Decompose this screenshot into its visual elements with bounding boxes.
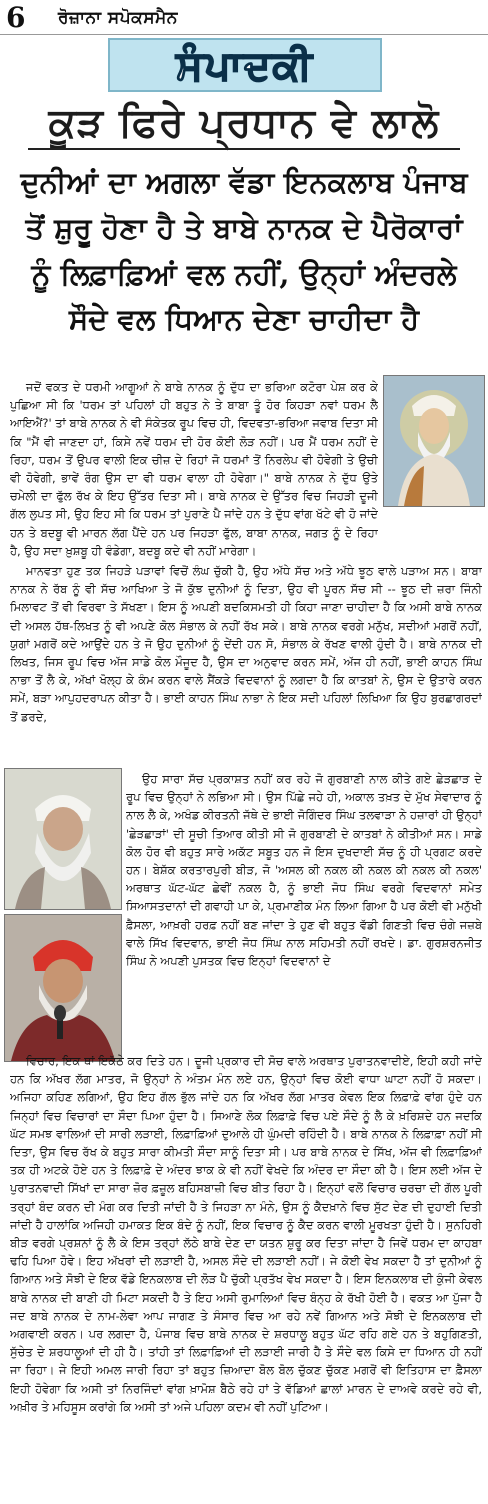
section-banner-label: ਸੰਪਾਦਕੀ bbox=[176, 41, 314, 89]
masthead bbox=[0, 0, 488, 35]
article-column-wide bbox=[10, 562, 482, 768]
subheadline: ਦੁਨੀਆਂ ਦਾ ਅਗਲਾ ਵੱਡਾ ਇਨਕਲਾਬ ਪੰਜਾਬ ਤੋਂ ਸ਼ੁਰੂ ਹੋਣਾ ਹੈ ਤੇ ਬਾਬੇ ਨਾਨਕ ਦੇ ਪੈਰੋਕਾਰਾਂ ਨੂੰ ਲਿਫ਼ਾਫ਼ਿਆਂ ਵਲ ਨਹੀਂ, ਉਨ੍ਹਾਂ ਅੰਦਰਲੇ ਸੌਦੇ ਵਲ ਧਿਆਨ ਦੇਣਾ ਚਾਹੀਦਾ ਹੈ bbox=[20, 165, 468, 337]
article-paragraph: ਉਹ ਸਾਰਾ ਸੱਚ ਪ੍ਰਕਾਸ਼ਤ ਨਹੀਂ ਕਰ ਰਹੇ ਜੋ ਗੁਰਬਾਣੀ ਨਾਲ ਕੀਤੇ ਗਏ ਛੇੜਛਾੜ ਦੇ ਰੂਪ ਵਿਚ ਉਨ੍ਹਾਂ ਨੇ ਲਭਿਆ ਸੀ। ਉਸ ਪਿੱਛੇ ਜਹੇ ਹੀ, ਅਕਾਲ ਤਖ਼ਤ ਦੇ ਮੁੱਖ ਸੇਵਾਦਾਰ ਨੂੰ ਨਾਲ ਲੈ ਕੇ, ਅਖੰਡ ਕੀਰਤਨੀ ਜੱਥੇ ਦੇ ਭਾਈ ਜੋਗਿੰਦਰ ਸਿੰਘ ਤਲਵਾੜਾ ਨੇ ਹਜ਼ਾਰਾਂ ਹੀ ਉਨ੍ਹਾਂ 'ਛੇੜਛਾੜਾਂ' ਦੀ ਸੂਚੀ ਤਿਆਰ ਕੀਤੀ ਸੀ ਜੋ ਗੁਰਬਾਣੀ ਦੇ ਕਾਤਬਾਂ ਨੇ ਕੀਤੀਆਂ ਸਨ। ਸਾਡੇ ਕੋਲ ਹੋਰ ਵੀ ਬਹੁਤ ਸਾਰੇ ਅਕੱਟ ਸਬੂਤ ਹਨ ਜੋ ਇਸ ਦੁਖਦਾਈ ਸੱਚ ਨੂੰ ਹੀ ਪ੍ਰਗਟ ਕਰਦੇ ਹਨ। ਬੇਸ਼ੱਕ ਕਰਤਾਰਪੁਰੀ ਬੀੜ, ਜੋ 'ਅਸਲ ਕੀ ਨਕਲ ਕੀ ਨਕਲ ਕੀ ਨਕਲ ਕੀ ਨਕਲ' ਅਰਥਾਤ ਘੱਟ-ਘੱਟ ਛੇਵੀਂ ਨਕਲ ਹੈ, ਨੂੰ ਭਾਈ ਜੋਧ ਸਿੰਘ ਵਰਗੇ ਵਿਦਵਾਨਾਂ ਸਮੇਤ ਸਿਆਸਤਦਾਨਾਂ ਦੀ ਗਵਾਹੀ ਪਾ ਕੇ, ਪ੍ਰਮਾਣੀਕ ਮੰਨ ਲਿਆ ਗਿਆ ਹੈ ਪਰ ਕੋਈ ਵੀ ਮਨੁੱਖੀ ਫ਼ੈਸਲਾ, ਆਖ਼ਰੀ ਹਰਫ਼ ਨਹੀਂ ਬਣ ਜਾਂਦਾ ਤੇ ਹੁਣ ਵੀ ਬਹੁਤ ਵੱਡੀ ਗਿਣਤੀ ਵਿਚ ਚੰਗੇ ਜਜ਼ਬੇ ਵਾਲੇ ਸਿੱਖ ਵਿਦਵਾਨ, ਭਾਈ ਜੋਧ ਸਿੰਘ ਨਾਲ ਸਹਿਮਤੀ ਨਹੀਂ ਰਖਦੇ। ਡਾ. ਗੁਰਸ਼ਰਨਜੀਤ ਸਿੰਘ ਨੇ ਅਪਣੀ ਪੁਸਤਕ ਵਿਚ ਇਨ੍ਹਾਂ ਵਿਦਵਾਨਾਂ ਦੇ bbox=[126, 772, 482, 969]
guru-portrait-image bbox=[383, 375, 485, 507]
article-paragraph: ਮਾਨਵਤਾ ਹੁਣ ਤਕ ਜਿਹੜੇ ਪੜਾਵਾਂ ਵਿਚੋਂ ਲੰਘ ਚੁੱਕੀ ਹੈ, ਉਹ ਅੱਧੇ ਸੱਚ ਅਤੇ ਅੱਧੇ ਝੂਠ ਵਾਲੇ ਪੜਾਅ ਸਨ। ਬਾਬਾ ਨਾਨਕ ਨੇ ਰੱਬ ਨੂੰ ਵੀ ਸੱਚ ਆਖਿਆ ਤੇ ਜੋ ਕੁੱਝ ਦੁਨੀਆਂ ਨੂੰ ਦਿਤਾ, ਉਹ ਵੀ ਪੂਰਨ ਸੱਚ ਸੀ -- ਝੂਠ ਦੀ ਜ਼ਰਾ ਜਿੰਨੀ ਮਿਲਾਵਟ ਤੋਂ ਵੀ ਵਿਰਵਾ ਤੇ ਸੱਖਣਾ। ਇਸ ਨੂੰ ਅਪਣੀ ਬਦਕਿਸਮਤੀ ਹੀ ਕਿਹਾ ਜਾਣਾ ਚਾਹੀਦਾ ਹੈ ਕਿ ਅਸੀ ਬਾਬੇ ਨਾਨਕ ਦੀ ਅਸਲ ਹੱਥ-ਲਿਖਤ ਨੂੰ ਵੀ ਅਪਣੇ ਕੋਲ ਸੰਭਾਲ ਕੇ ਨਹੀਂ ਰੱਖ ਸਕੇ। ਬਾਬੇ ਨਾਨਕ ਵਰਗੇ ਮਨੁੱਖ, ਸਦੀਆਂ ਮਗਰੋਂ ਨਹੀਂ, ਯੁਗਾਂ ਮਗਰੋਂ ਕਦੇ ਆਉਂਦੇ ਹਨ ਤੇ ਜੋ ਉਹ ਦੁਨੀਆਂ ਨੂੰ ਦੇਂਦੀ ਹਨ ਸੋ, ਸੰਭਾਲ ਕੇ ਰੱਖਣ ਵਾਲੀ ਹੁੰਦੀ ਹੈ। ਬਾਬੇ ਨਾਨਕ ਦੀ ਲਿਖਤ, ਜਿਸ ਰੂਪ ਵਿਚ ਅੱਜ ਸਾਡੇ ਕੋਲ ਮੌਜੂਦ ਹੈ, ਉਸ ਦਾ ਅਨੁਵਾਦ ਕਰਨ ਸਮੇਂ, ਅੱਜ ਹੀ ਨਹੀਂ, ਭਾਈ ਕਾਹਨ ਸਿੰਘ ਨਾਭਾ ਤੋਂ ਲੈ ਕੇ, ਅੱਖਾਂ ਖੋਲ੍ਹ ਕੇ ਕੰਮ ਕਰਨ ਵਾਲੇ ਸੈਂਕੜੇ ਵਿਦਵਾਨਾਂ ਨੂੰ ਲਗਦਾ ਹੈ ਕਿ ਕਾਤਬਾਂ ਨੇ, ਉਸ ਦੇ ਉਤਾਰੇ ਕਰਨ ਸਮੇਂ, ਬੜਾ ਆਪੁਹਦਰਾਪਨ ਕੀਤਾ ਹੈ। ਭਾਈ ਕਾਹਨ ਸਿੰਘ ਨਾਭਾ ਨੇ ਇਕ ਸਦੀ ਪਹਿਲਾਂ ਲਿਖਿਆ ਕਿ ਉਹ ਬੁਰਛਾਗਰਦਾਂ ਤੋਂ ਡਰਦੇ, bbox=[10, 564, 482, 724]
turbaned-speaker-portrait-image bbox=[4, 914, 122, 1062]
bearded-elder-portrait-image bbox=[4, 768, 122, 910]
headline: ਕੂੜ ਫਿਰੇ ਪ੍ਰਧਾਨ ਵੇ ਲਾਲੋ bbox=[48, 98, 440, 146]
article-column-bottom bbox=[10, 1052, 482, 1496]
page-number: 6 bbox=[6, 1, 26, 34]
article-paragraph: ਜਦੋਂ ਵਕਤ ਦੇ ਧਰਮੀ ਆਗੂਆਂ ਨੇ ਬਾਬੇ ਨਾਨਕ ਨੂੰ ਦੁੱਧ ਦਾ ਭਰਿਆ ਕਟੋਰਾ ਪੇਸ਼ ਕਰ ਕੇ ਪੁਛਿਆ ਸੀ ਕਿ 'ਧਰਮ ਤਾਂ ਪਹਿਲਾਂ ਹੀ ਬਹੁਤ ਨੇ ਤੇ ਬਾਬਾ ਤੂੰ ਹੋਰ ਕਿਹੜਾ ਨਵਾਂ ਧਰਮ ਲੈ ਆਇਐਂ?' ਤਾਂ ਬਾਬੇ ਨਾਨਕ ਨੇ ਵੀ ਸੰਕੇਤਕ ਰੂਪ ਵਿਚ ਹੀ, ਵਿਦਵਤਾ-ਭਰਿਆ ਜਵਾਬ ਦਿਤਾ ਸੀ ਕਿ "ਮੈਂ ਵੀ ਜਾਣਦਾ ਹਾਂ, ਕਿਸੇ ਨਵੇਂ ਧਰਮ ਦੀ ਹੋਰ ਕੋਈ ਲੋੜ ਨਹੀਂ। ਪਰ ਮੈਂ ਧਰਮ ਨਹੀਂ ਦੇ ਰਿਹਾ, ਧਰਮ ਤੋਂ ਉਪਰ ਵਾਲੀ ਇਕ ਚੀਜ਼ ਦੇ ਰਿਹਾਂ ਜੋ ਧਰਮਾਂ ਤੋਂ ਨਿਰਲੇਪ ਵੀ ਹੋਵੇਗੀ ਤੇ ਉਚੀ ਵੀ ਹੋਵੇਗੀ, ਭਾਵੇਂ ਰੰਗ ਉਸ ਦਾ ਵੀ ਧਰਮ ਵਾਲਾ ਹੀ ਹੋਵੇਗਾ।" ਬਾਬੇ ਨਾਨਕ ਨੇ ਦੁੱਧ ਉਤੇ ਚਮੇਲੀ ਦਾ ਫੁੱਲ ਰੱਖ ਕੇ ਇਹ ਉੱਤਰ ਦਿਤਾ ਸੀ। ਬਾਬੇ ਨਾਨਕ ਦੇ ਉੱਤਰ ਵਿਚ ਜਿਹੜੀ ਦੂਜੀ ਗੱਲ ਲੁਪਤ ਸੀ, ਉਹ ਇਹ ਸੀ ਕਿ ਧਰਮ ਤਾਂ ਪੁਰਾਣੇ ਪੈ ਜਾਂਦੇ ਹਨ ਤੇ ਦੁੱਧ ਵਾਂਗ ਖੱਟੇ ਵੀ ਹੋ ਜਾਂਦੇ ਹਨ ਤੇ ਬਦਬੂ ਵੀ ਮਾਰਨ ਲੱਗ ਪੈਂਦੇ ਹਨ ਪਰ ਜਿਹੜਾ ਫੁੱਲ, ਬਾਬਾ ਨਾਨਕ, ਜਗਤ ਨੂੰ ਦੇ ਰਿਹਾ ਹੈ, ਉਹ ਸਦਾ ਖ਼ੁਸ਼ਬੂ ਹੀ ਵੰਡੇਗਾ, ਬਦਬੂ ਕਦੇ ਵੀ ਨਹੀਂ ਮਾਰੇਗਾ। bbox=[10, 380, 378, 558]
article-column-intro bbox=[10, 378, 378, 560]
article-column-beside-photos bbox=[126, 770, 482, 1050]
article-paragraph: ਵਿਚਾਰ, ਇਕ ਥਾਂ ਇਕੱਠੇ ਕਰ ਦਿਤੇ ਹਨ। ਦੂਜੀ ਪ੍ਰਕਾਰ ਦੀ ਸੋਚ ਵਾਲੇ ਅਰਥਾਤ ਪੁਰਾਤਨਵਾਦੀਏ, ਇਹੀ ਕਹੀ ਜਾਂਦੇ ਹਨ ਕਿ ਅੱਖਰ ਲੱਗ ਮਾਤਰ, ਜੋ ਉਨ੍ਹਾਂ ਨੇ ਅੰਤਮ ਮੰਨ ਲਏ ਹਨ, ਉਨ੍ਹਾਂ ਵਿਚ ਕੋਈ ਵਾਧਾ ਘਾਟਾ ਨਹੀਂ ਹੋ ਸਕਦਾ। ਅਜਿਹਾ ਕਹਿਣ ਲਗਿਆਂ, ਉਹ ਇਹ ਗੱਲ ਭੁੱਲ ਜਾਂਦੇ ਹਨ ਕਿ ਅੱਖਰ ਲੱਗ ਮਾਤਰ ਕੇਵਲ ਇਕ ਲਿਫ਼ਾਫ਼ੇ ਵਾਂਗ ਹੁੰਦੇ ਹਨ ਜਿਨ੍ਹਾਂ ਵਿਚ ਵਿਚਾਰਾਂ ਦਾ ਸੌਦਾ ਪਿਆ ਹੁੰਦਾ ਹੈ। ਸਿਆਣੇ ਲੋਕ ਲਿਫ਼ਾਫ਼ੇ ਵਿਚ ਪਏ ਸੌਦੇ ਨੂੰ ਲੈ ਕੇ ਖ਼ਰਿਸ਼ਦੇ ਹਨ ਜਦਕਿ ਘੱਟ ਸਮਝ ਵਾਲਿਆਂ ਦੀ ਸਾਰੀ ਲੜਾਈ, ਲਿਫ਼ਾਫ਼ਿਆਂ ਦੁਆਲੇ ਹੀ ਘੁੰਮਦੀ ਰਹਿੰਦੀ ਹੈ। ਬਾਬੇ ਨਾਨਕ ਨੇ ਲਿਫ਼ਾਫ਼ਾ ਨਹੀਂ ਸੀ ਦਿਤਾ, ਉਸ ਵਿਚ ਰੱਖ ਕੇ ਬਹੁਤ ਸਾਰਾ ਕੀਮਤੀ ਸੌਦਾ ਸਾਨੂੰ ਦਿਤਾ ਸੀ। ਪਰ ਬਾਬੇ ਨਾਨਕ ਦੇ ਸਿੱਖ, ਅੱਜ ਵੀ ਲਿਫ਼ਾਫ਼ਿਆਂ ਤਕ ਹੀ ਅਟਕੇ ਹੋਏ ਹਨ ਤੇ ਲਿਫ਼ਾਫ਼ੇ ਦੇ ਅੰਦਰ ਝਾਕ ਕੇ ਵੀ ਨਹੀਂ ਵੇਖਦੇ ਕਿ ਅੰਦਰ ਦਾ ਸੌਦਾ ਕੀ ਹੈ। ਇਸ ਲਈ ਅੱਜ ਦੇ ਪੁਰਾਤਨਵਾਦੀ ਸਿੱਖਾਂ ਦਾ ਸਾਰਾ ਜ਼ੋਰ ਫ਼ਜ਼ੂਲ ਬਹਿਸਬਾਜ਼ੀ ਵਿਚ ਬੀਤ ਰਿਹਾ ਹੈ। ਇਨ੍ਹਾਂ ਵਲੋਂ ਵਿਚਾਰ ਚਰਚਾ ਦੀ ਗੱਲ ਪੂਰੀ ਤਰ੍ਹਾਂ ਬੰਦ ਕਰਨ ਦੀ ਮੰਗ ਕਰ ਦਿਤੀ ਜਾਂਦੀ ਹੈ ਤੇ ਜਿਹੜਾ ਨਾ ਮੰਨੇ, ਉਸ ਨੂੰ ਕੈਦਖ਼ਾਨੇ ਵਿਚ ਸੁੱਟ ਦੇਣ ਦੀ ਦੁਹਾਈ ਦਿਤੀ ਜਾਂਦੀ ਹੈ ਹਾਲਾਂਕਿ ਅਜਿਹੀ ਹਮਾਕਤ ਇਕ ਬੰਦੇ ਨੂੰ ਨਹੀਂ, ਇਕ ਵਿਚਾਰ ਨੂੰ ਕੈਦ ਕਰਨ ਵਾਲੀ ਮੂਰਖਤਾ ਹੁੰਦੀ ਹੈ। ਸੁਨਹਿਰੀ ਬੀੜ ਵਰਗੇ ਪ੍ਰਸ਼ਨਾਂ ਨੂੰ ਲੈ ਕੇ ਇਸ ਤਰ੍ਹਾਂ ਲੱਠੇ ਬਾਬੇ ਦੇਣ ਦਾ ਯਤਨ ਸ਼ੁਰੂ ਕਰ ਦਿਤਾ ਜਾਂਦਾ ਹੈ ਜਿਵੇਂ ਧਰਮ ਦਾ ਕਾਹਬਾ ਢਹਿ ਪਿਆ ਹੋਵੇ। ਇਹ ਅੱਖਰਾਂ ਦੀ ਲੜਾਈ ਹੈ, ਅਸਲ ਸੌਦੇ ਦੀ ਲੜਾਈ ਨਹੀਂ। ਜੇ ਕੋਈ ਵੇਖ ਸਕਦਾ ਹੈ ਤਾਂ ਦੁਨੀਆਂ ਨੂੰ ਗਿਆਨ ਅਤੇ ਸੋਝੀ ਦੇ ਇਕ ਵੱਡੇ ਇਨਕਲਾਬ ਦੀ ਲੋੜ ਪੈ ਚੁੱਕੀ ਪ੍ਰਤੱਖ ਵੇਖ ਸਕਦਾ ਹੈ। ਇਸ ਇਨਕਲਾਬ ਦੀ ਕੁੰਜੀ ਕੇਵਲ ਬਾਬੇ ਨਾਨਕ ਦੀ ਬਾਣੀ ਹੀ ਮਿਟਾ ਸਕਦੀ ਹੈ ਤੇ ਇਹ ਅਸੀ ਰੁਮਾਲਿਆਂ ਵਿਚ ਬੰਨ੍ਹ ਕੇ ਰੱਖੀ ਹੋਈ ਹੈ। ਵਕਤ ਆ ਪੁੱਜਾ ਹੈ ਜਦ ਬਾਬੇ ਨਾਨਕ ਦੇ ਨਾਮ-ਲੇਵਾ ਆਪ ਜਾਗਣ ਤੇ ਸੰਸਾਰ ਵਿਚ ਆ ਰਹੇ ਨਵੇਂ ਗਿਆਨ ਅਤੇ ਸੋਝੀ ਦੇ ਇਨਕਲਾਬ ਦੀ ਅਗਵਾਈ ਕਰਨ। ਪਰ ਲਗਦਾ ਹੈ, ਪੰਜਾਬ ਵਿਚ ਬਾਬੇ ਨਾਨਕ ਦੇ ਸ਼ਰਧਾਲੂ ਬਹੁਤ ਘੱਟ ਰਹਿ ਗਏ ਹਨ ਤੇ ਬਹੁਗਿਣਤੀ, ਸੁੱਚੇਤ ਦੇ ਸ਼ਰਧਾਲੂਆਂ ਦੀ ਹੀ ਹੈ। ਤਾਂਹੀ ਤਾਂ ਲਿਫ਼ਾਫ਼ਿਆਂ ਦੀ ਲੜਾਈ ਜਾਰੀ ਹੈ ਤੇ ਸੌਦੇ ਵਲ ਕਿਸੇ ਦਾ ਧਿਆਨ ਹੀ ਨਹੀਂ ਜਾ ਰਿਹਾ। ਜੇ ਇਹੀ ਅਮਲ ਜਾਰੀ ਰਿਹਾ ਤਾਂ ਬਹੁਤ ਜ਼ਿਆਦਾ ਬੋਲ ਬੋਲ ਚੁੱਕਣ ਚੁੱਕਣ ਮਗਰੋਂ ਵੀ ਇਤਿਹਾਸ ਦਾ ਫ਼ੈਸਲਾ ਇਹੀ ਹੋਵੇਗਾ ਕਿ ਅਸੀ ਤਾਂ ਨਿਰਜਿੰਦਾਂ ਵਾਂਗ ਖ਼ਾਮੋਸ਼ ਬੈਠੇ ਰਹੇ ਹਾਂ ਤੇ ਵੱਡਿਆਂ ਛਾਲਾਂ ਮਾਰਨ ਦੇ ਦਾਅਵੇ ਕਰਦੇ ਰਹੇ ਵੀ, ਅਖ਼ੀਰ ਤੇ ਮਹਿਸੂਸ ਕਰਾਂਗੇ ਕਿ ਅਸੀ ਤਾਂ ਅਜੇ ਪਹਿਲਾ ਕਦਮ ਵੀ ਨਹੀਂ ਪੁਟਿਆ। bbox=[10, 1054, 482, 1414]
headline-divider bbox=[28, 148, 460, 150]
newspaper-name: ਰੋਜ਼ਾਨਾ ਸਪੋਕਸਮੈਨ bbox=[58, 8, 178, 28]
section-banner bbox=[108, 38, 382, 92]
